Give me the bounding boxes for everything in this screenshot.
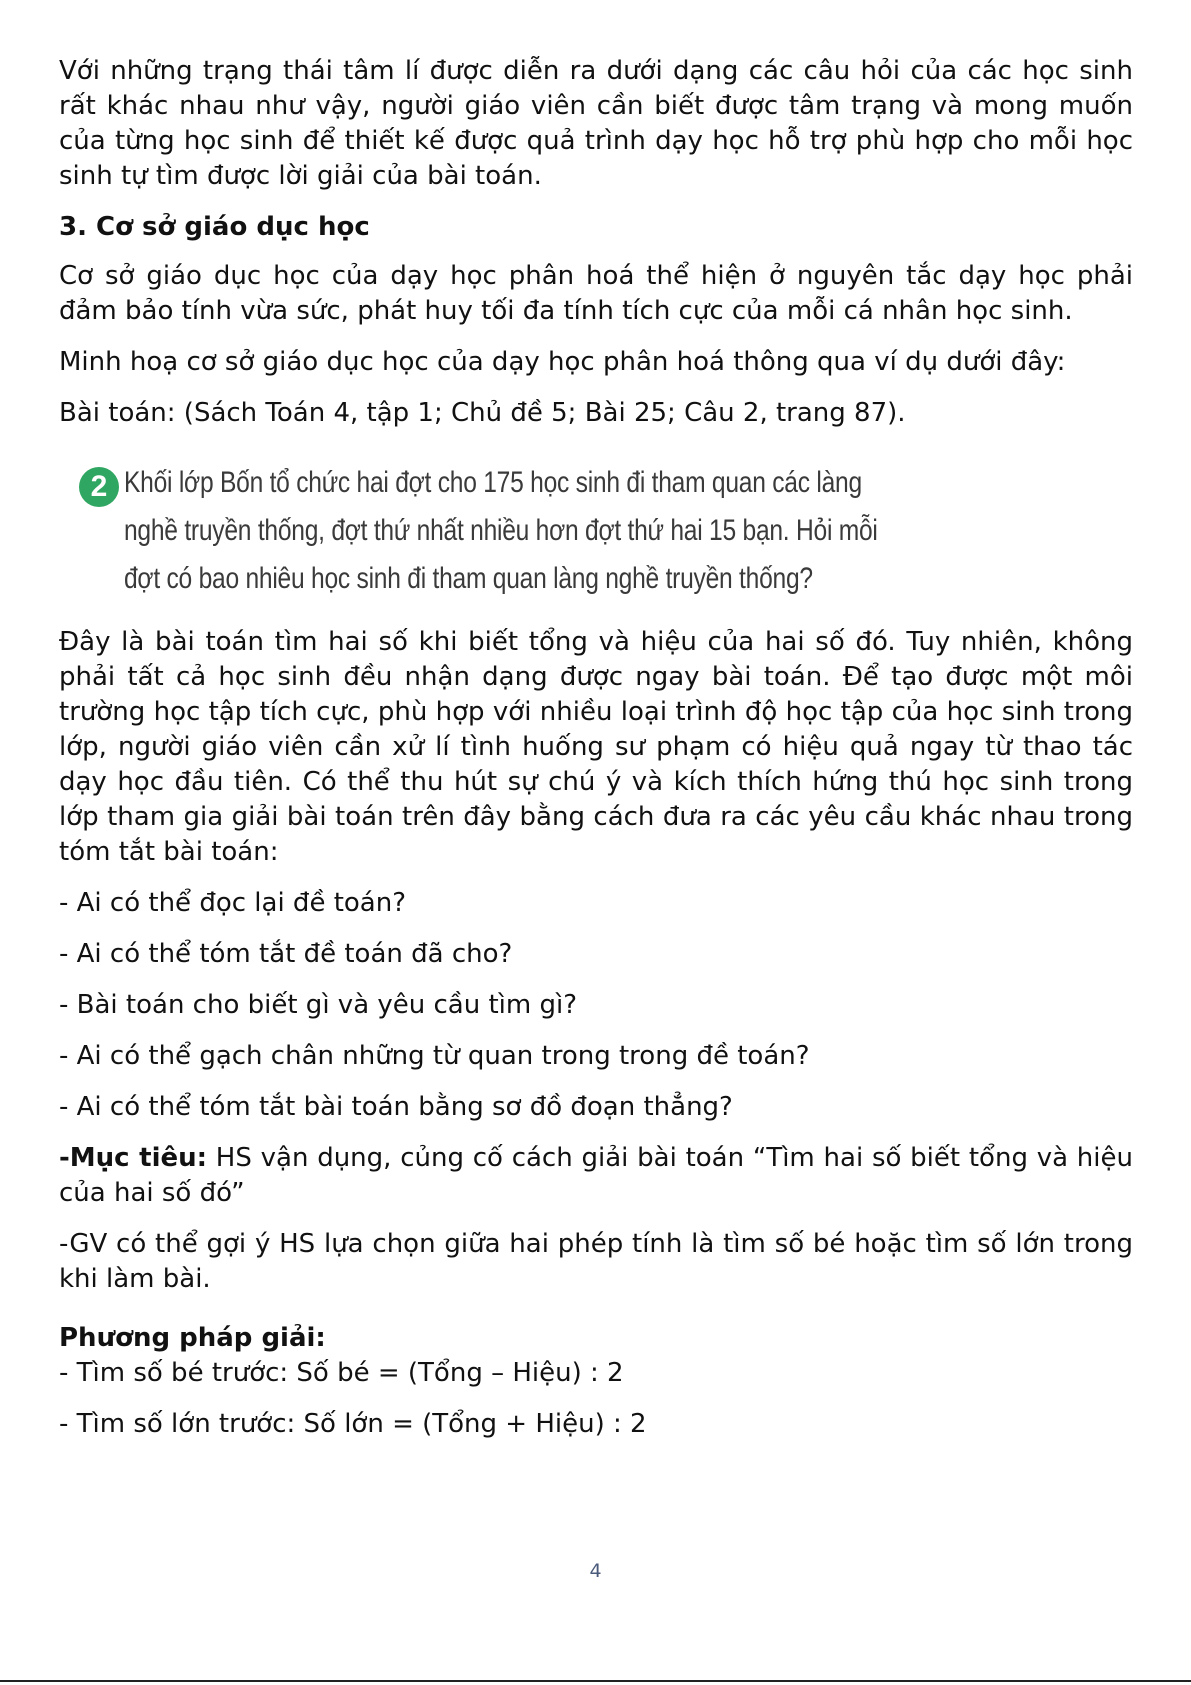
question-item: - Ai có thể tóm tắt đề toán đã cho? bbox=[59, 939, 513, 969]
method-title: Phương pháp giải: bbox=[59, 1323, 326, 1353]
textbook-problem-line: đợt có bao nhiêu học sinh đi tham quan làng nghề truyền thống? bbox=[124, 562, 813, 595]
teacher-hint: -GV có thể gợi ý HS lựa chọn giữa hai phép tính là tìm số bé hoặc tìm số lớn trong khi làm bài. bbox=[59, 1229, 1133, 1294]
method-step: - Tìm số lớn trước: Số lớn = (Tổng + Hiệu) : 2 bbox=[59, 1409, 647, 1439]
objective-paragraph bbox=[59, 1141, 1133, 1211]
illustration-paragraph: Minh hoạ cơ sở giáo dục học của dạy học phân hoá thông qua ví dụ dưới đây: bbox=[59, 347, 1066, 377]
textbook-problem-text bbox=[124, 459, 977, 603]
section-heading: 3. Cơ sở giáo dục học bbox=[59, 212, 370, 242]
textbook-problem-line: Khối lớp Bốn tổ chức hai đợt cho 175 học sinh đi tham quan các làng bbox=[124, 466, 862, 499]
problem-number-badge: 2 bbox=[79, 467, 119, 507]
objective-label: -Mục tiêu: bbox=[59, 1143, 208, 1173]
analysis-paragraph: Đây là bài toán tìm hai số khi biết tổng và hiệu của hai số đó. Tuy nhiên, không phải tất cả học sinh đều nhận dạng được ngay bài toán. Để tạo được một môi trường học tập tích cực, phù hợp với nhiều loại trình độ học tập của học sinh trong lớp, người giáo viên cần xử lí tình huống sư phạm có hiệu quả ngay từ thao tác dạy học đầu tiên. Có thể thu hút sự chú ý và kích thích hứng thú học sinh trong lớp tham gia giải bài toán trên đây bằng cách đưa ra các yêu cầu khác nhau trong tóm tắt bài toán: bbox=[59, 627, 1133, 867]
question-item: - Ai có thể tóm tắt bài toán bằng sơ đồ đoạn thẳng? bbox=[59, 1092, 733, 1122]
textbook-problem-image bbox=[79, 447, 989, 597]
problem-source: Bài toán: (Sách Toán 4, tập 1; Chủ đề 5; Bài 25; Câu 2, trang 87). bbox=[59, 398, 906, 428]
document-page bbox=[59, 54, 1133, 1442]
basis-paragraph: Cơ sở giáo dục học của dạy học phân hoá thể hiện ở nguyên tắc dạy học phải đảm bảo tính vừa sức, phát huy tối đa tính tích cực của mỗi cá nhân học sinh. bbox=[59, 261, 1133, 326]
bottom-divider bbox=[0, 1680, 1191, 1682]
page-number: 4 bbox=[589, 1560, 602, 1582]
objective-text: HS vận dụng, củng cố cách giải bài toán “Tìm hai số biết tổng và hiệu của hai số đó” bbox=[59, 1143, 1133, 1208]
textbook-problem-line: nghề truyền thống, đợt thứ nhất nhiều hơn đợt thứ hai 15 bạn. Hỏi mỗi bbox=[124, 514, 878, 547]
intro-paragraph: Với những trạng thái tâm lí được diễn ra dưới dạng các câu hỏi của các học sinh rất khác nhau như vậy, người giáo viên cần biết được tâm trạng và mong muốn của từng học sinh để thiết kế được quả trình dạy học hỗ trợ phù hợp cho mỗi học sinh tự tìm được lời giải của bài toán. bbox=[59, 56, 1133, 191]
question-item: - Bài toán cho biết gì và yêu cầu tìm gì? bbox=[59, 990, 578, 1020]
question-item: - Ai có thể đọc lại đề toán? bbox=[59, 888, 407, 918]
method-step: - Tìm số bé trước: Số bé = (Tổng – Hiệu) : 2 bbox=[59, 1358, 624, 1388]
question-item: - Ai có thể gạch chân những từ quan trong trong đề toán? bbox=[59, 1041, 810, 1071]
